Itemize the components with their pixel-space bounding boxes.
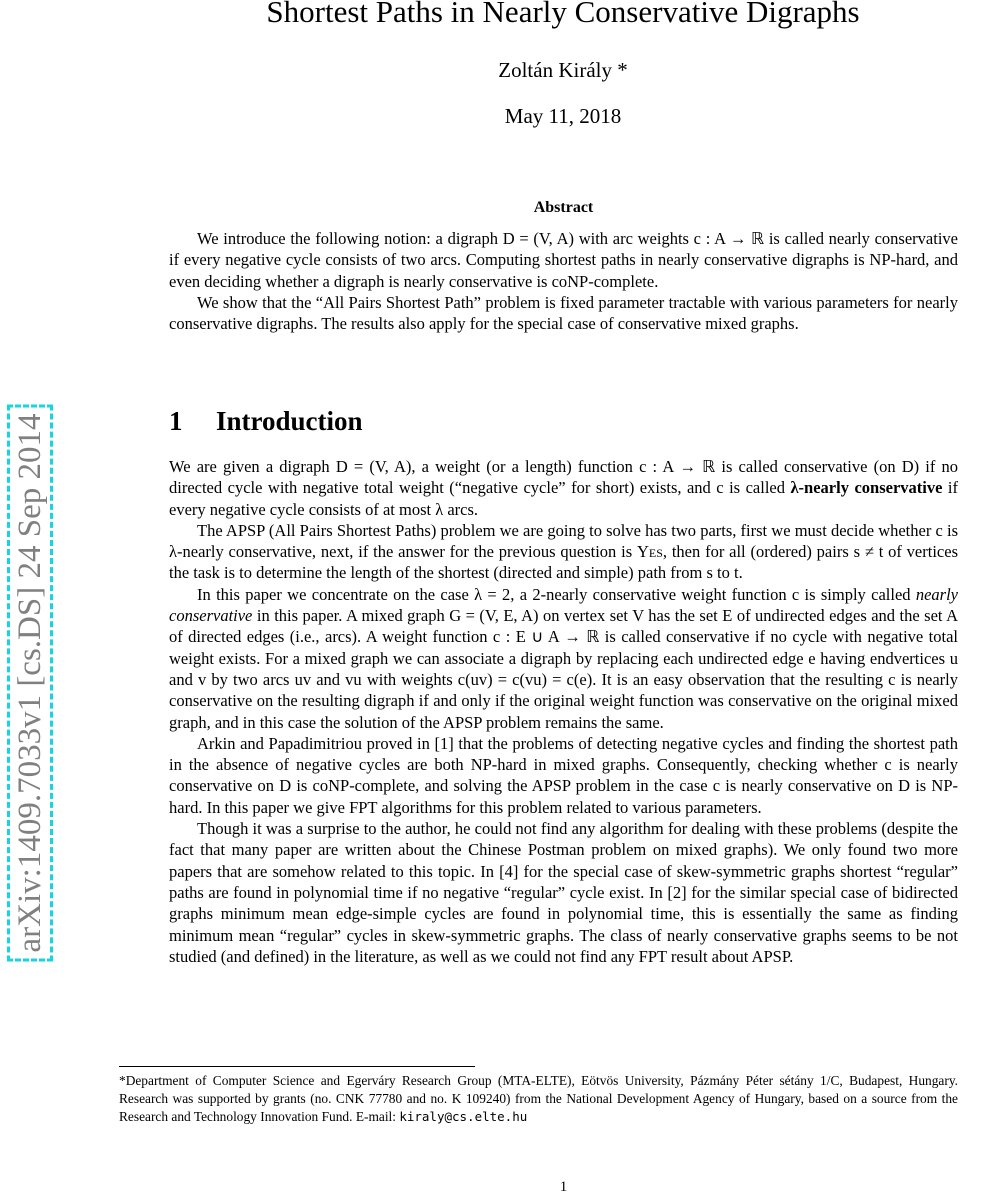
defined-term: λ-nearly conservative — [790, 478, 943, 498]
section-heading — [169, 406, 363, 437]
intro-text: We are given a digraph D = (V, A), a weight (or a length) function c : A → ℝ is called conservative (on D) if no directed cycle with negative total weight (“negative cycle” for short) exists, and c is called — [169, 457, 958, 498]
intro-paragraph-4: Arkin and Papadimitriou proved in [1] that the problems of detecting negative cycles and finding the shortest path in the absence of negative cycles are both NP-hard in mixed graphs. Consequently, checking whether c is nearly conservative on D is coNP-complete, and solving the APSP problem in the case c is nearly conservative on D is NP-hard. In this paper we give FPT algorithms for this problem related to various parameters. — [169, 733, 958, 817]
page-number: 1 — [559, 1179, 568, 1195]
arxiv-stamp: arXiv:1409.7033v1 [cs.DS] 24 Sep 2014 — [7, 405, 53, 962]
footnote — [119, 1072, 958, 1127]
section-title: Introduction — [216, 406, 363, 436]
intro-text: if every negative cycle consists of at most λ arcs. — [169, 478, 958, 519]
footnote-rule — [119, 1066, 475, 1067]
intro-paragraph-3 — [169, 584, 958, 733]
intro-paragraph-2 — [169, 520, 958, 584]
introduction-body — [169, 456, 958, 967]
intro-paragraph-5: Though it was a surprise to the author, he could not find any algorithm for dealing with these problems (despite the fact that many paper are written about the Chinese Postman problem on mixed graphs). We only found two more papers that are somehow related to this topic. In [4] for the special case of skew-symmetric graphs shortest “regular” paths are found in polynomial time if no negative “regular” cycle exist. In [2] for the similar special case of bidirected graphs minimum mean edge-simple cycles are found in polynomial time, this is essentially the same as finding minimum mean “regular” cycles in skew-symmetric graphs. The class of nearly conservative graphs seems to be not studied (and defined) in the literature, as well as we could not find any FPT result about APSP. — [169, 819, 958, 966]
intro-paragraph-1 — [169, 456, 958, 520]
publication-date: May 11, 2018 — [504, 104, 622, 128]
yes-answer: Yes — [636, 542, 663, 562]
emphasized-term: nearly conservative — [169, 584, 958, 626]
intro-text: In this paper we concentrate on the case λ = 2, a 2-nearly conservative weight function c is simply called — [197, 584, 916, 604]
intro-text: , then for all (ordered) pairs s ≠ t of vertices the task is to determine the length of the shortest (directed and simple) path from s to t. — [169, 542, 958, 583]
paper-title: Shortest Paths in Nearly Conservative Digraphs — [266, 0, 860, 29]
abstract-heading: Abstract — [533, 199, 594, 216]
intro-text: in this paper. A mixed graph G = (V, E, A) on vertex set V has the set E of undirected edges and the set A of directed edges (i.e., arcs). A weight function c : E ∪ A → ℝ is called conservative if no cycle with negative total weight exists. For a mixed graph we can associate a digraph by replacing each undirected edge e having endvertices u and v by two arcs uv and vu with weights c(uv) = c(vu) = c(e). It is an easy observation that the resulting c is nearly conservative on the resulting digraph if and only if the original weight function was conservative on the original mixed graph, and in this case the solution of the APSP problem remains the same. — [169, 606, 958, 732]
abstract-body — [169, 228, 958, 334]
abstract-paragraph-2: We show that the “All Pairs Shortest Path” problem is fixed parameter tractable with various parameters for nearly conservative digraphs. The results also apply for the special case of conservative mixed graphs. — [169, 292, 958, 334]
section-number: 1 — [169, 406, 183, 436]
intro-text: The APSP (All Pairs Shortest Paths) problem we are going to solve has two parts, first we must decide whether c is λ-nearly conservative, next, if the answer for the previous question is — [169, 520, 958, 562]
author-name: Zoltán Király * — [498, 58, 628, 82]
abstract-paragraph-1: We introduce the following notion: a digraph D = (V, A) with arc weights c : A → ℝ is called nearly conservative if every negative cycle consists of two arcs. Computing shortest paths in nearly conservative digraphs is NP-hard, and even deciding whether a digraph is nearly conservative is coNP-complete. — [169, 229, 958, 291]
author-email[interactable]: kiraly@cs.elte.hu — [399, 1109, 528, 1125]
footnote-text: *Department of Computer Science and Egerváry Research Group (MTA-ELTE), Eötvös University, Pázmány Péter sétány 1/C, Budapest, Hungary. Research was supported by grants (no. CNK 77780 and no. K 109240) from the National Development Agency of Hungary, based on a source from the Research and Technology Innovation Fund. E-mail: — [119, 1073, 958, 1125]
